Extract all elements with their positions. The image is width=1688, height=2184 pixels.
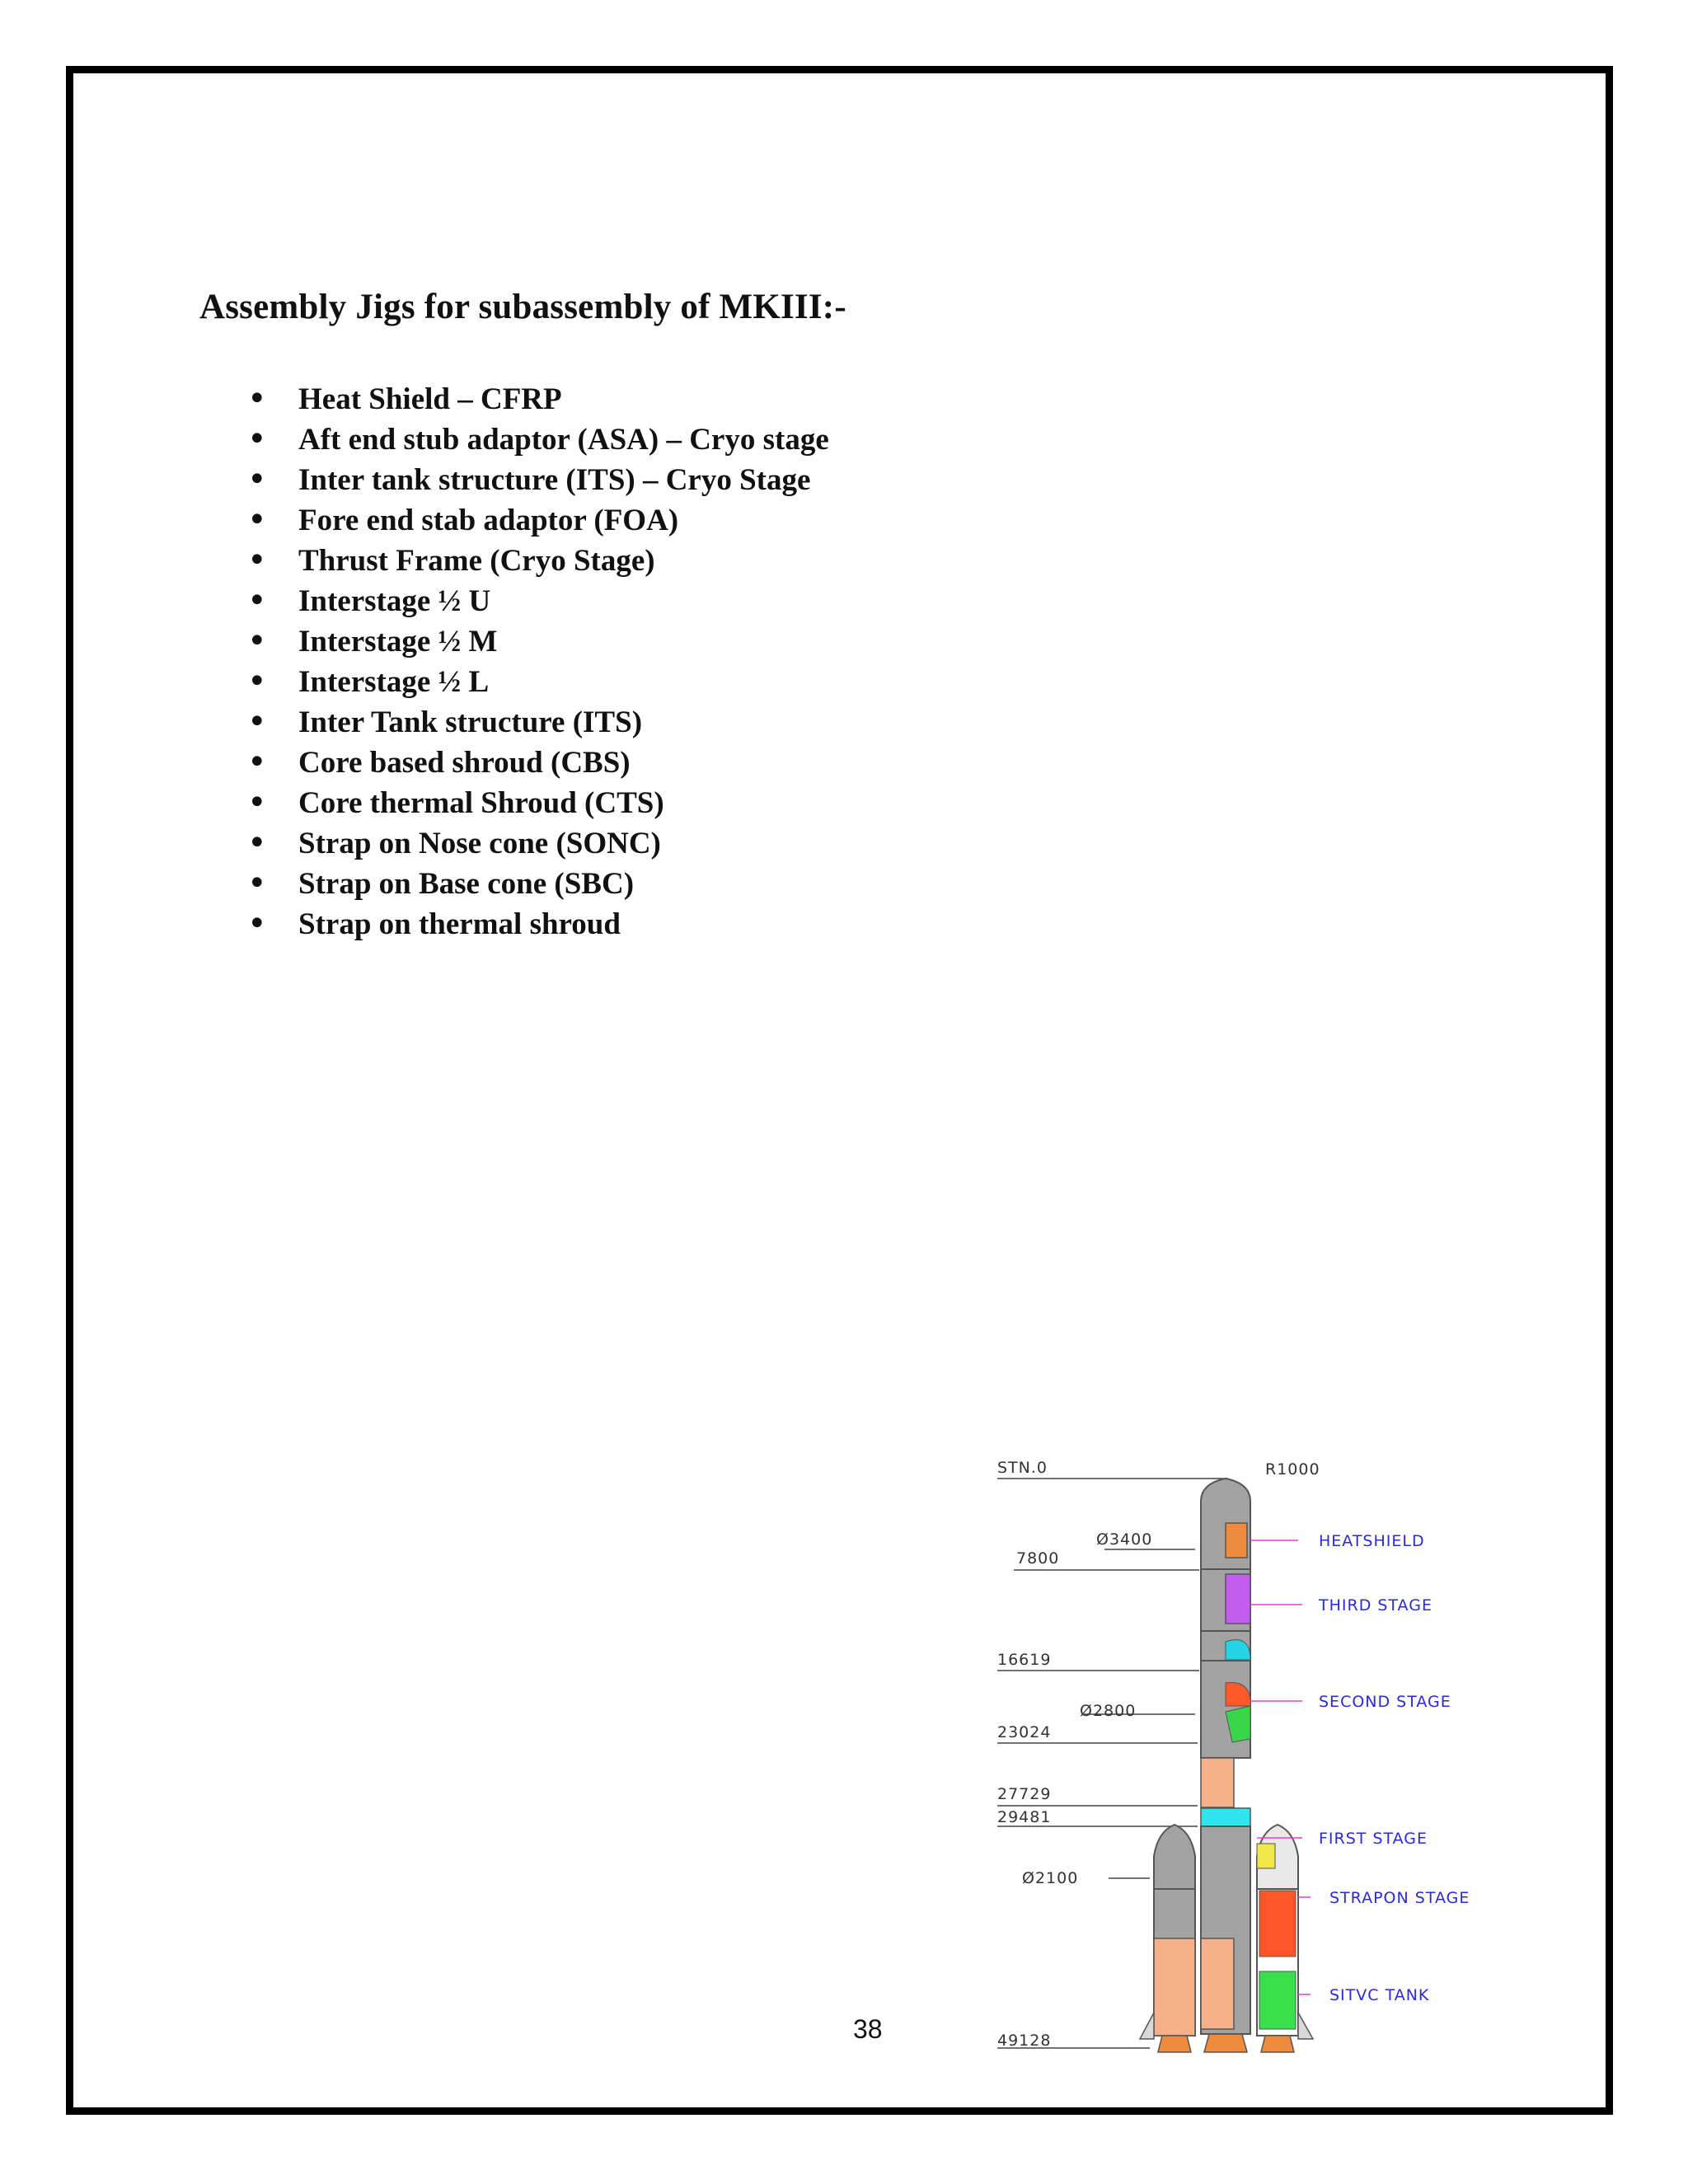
part-label-heatshield: HEATSHIELD — [1319, 1532, 1425, 1550]
page-number: 38 — [853, 2014, 883, 2044]
diameter-label: Ø3400 — [1096, 1530, 1153, 1549]
part-label-strapon-stage: STRAPON STAGE — [1329, 1889, 1470, 1907]
list-item: • Strap on Nose cone (SONC) — [247, 823, 829, 864]
jig-list — [247, 379, 829, 944]
list-item: • Inter tank structure (ITS) – Cryo Stage — [247, 460, 829, 500]
part-label-first-stage: FIRST STAGE — [1319, 1830, 1428, 1848]
station-label: STN.0 — [997, 1459, 1048, 1477]
list-item: • Thrust Frame (Cryo Stage) — [247, 541, 829, 581]
list-item: • Aft end stub adaptor (ASA) – Cryo stage — [247, 419, 829, 460]
station-label: 49128 — [997, 2032, 1052, 2050]
list-item: • Strap on thermal shroud — [247, 904, 829, 944]
list-item: • Fore end stab adaptor (FOA) — [247, 500, 829, 541]
station-label: 16619 — [997, 1651, 1052, 1669]
part-label-second-stage: SECOND STAGE — [1319, 1693, 1451, 1711]
station-label: 7800 — [1016, 1549, 1060, 1568]
strapon-right — [1257, 1825, 1313, 2052]
list-item: • Interstage ½ L — [247, 662, 829, 702]
rocket-diagram — [985, 1444, 1545, 2070]
list-item: • Inter Tank structure (ITS) — [247, 702, 829, 743]
strapon-left — [1140, 1825, 1195, 2052]
list-item: • Interstage ½ U — [247, 581, 829, 621]
part-label-sitvc-tank: SITVC TANK — [1329, 1986, 1430, 2004]
core-vehicle — [1201, 1479, 1250, 2052]
radius-label: R1000 — [1265, 1460, 1320, 1479]
station-label: 29481 — [997, 1808, 1052, 1826]
list-item: • Core thermal Shroud (CTS) — [247, 783, 829, 823]
diameter-label: Ø2800 — [1080, 1702, 1137, 1720]
list-item: • Interstage ½ M — [247, 621, 829, 662]
page-heading: Assembly Jigs for subassembly of MKIII:- — [199, 288, 846, 326]
diameter-label: Ø2100 — [1022, 1869, 1079, 1887]
station-label: 23024 — [997, 1723, 1052, 1741]
list-item: • Strap on Base cone (SBC) — [247, 864, 829, 904]
station-label: 27729 — [997, 1785, 1052, 1803]
list-item: • Heat Shield – CFRP — [247, 379, 829, 419]
list-item: • Core based shroud (CBS) — [247, 743, 829, 783]
part-label-third-stage: THIRD STAGE — [1319, 1596, 1432, 1615]
